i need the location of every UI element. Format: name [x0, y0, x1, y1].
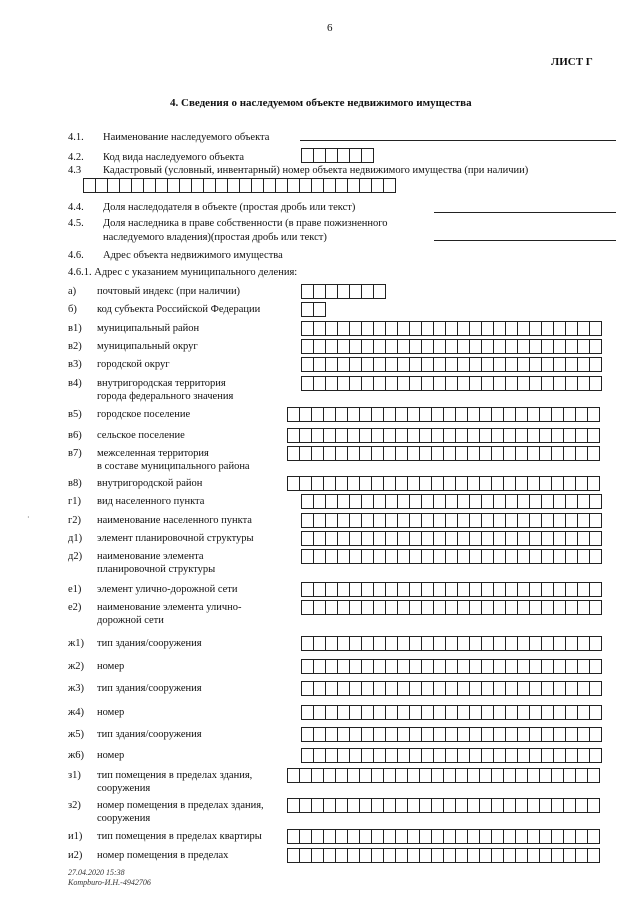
- address-row-cells[interactable]: [302, 321, 602, 336]
- address-heading: 4.6.1. Адрес с указанием муниципального деления:: [68, 267, 298, 278]
- input-cell[interactable]: [361, 148, 374, 163]
- input-cell[interactable]: [589, 705, 602, 720]
- address-row-code: б): [68, 304, 77, 315]
- address-row-cells[interactable]: [302, 513, 602, 528]
- address-row-cells[interactable]: [302, 549, 602, 564]
- item-label: Наименование наследуемого объекта: [103, 132, 270, 143]
- address-row-code: г1): [68, 496, 82, 507]
- address-row-cells[interactable]: [302, 582, 602, 597]
- address-row-cells[interactable]: [288, 407, 600, 422]
- item-label: Доля наследодателя в объекте (простая дробь или текст): [103, 202, 356, 213]
- item-number: 4.4.: [68, 202, 84, 213]
- address-row-cells[interactable]: [302, 531, 602, 546]
- address-row-label: номер: [97, 750, 125, 761]
- address-row-label: номер: [97, 707, 125, 718]
- address-row-cells[interactable]: [302, 339, 602, 354]
- input-cell[interactable]: [589, 582, 602, 597]
- input-cell[interactable]: [589, 531, 602, 546]
- address-row-cells[interactable]: [302, 494, 602, 509]
- address-row-cells[interactable]: [288, 848, 600, 863]
- address-row-label: тип здания/сооружения: [97, 638, 202, 649]
- address-row-code: в6): [68, 430, 82, 441]
- address-row-code: ж5): [68, 729, 85, 740]
- address-row-cells[interactable]: [302, 659, 602, 674]
- address-row-cells[interactable]: [288, 829, 600, 844]
- address-row-code: и2): [68, 850, 83, 861]
- cadastral-number-cells[interactable]: [84, 178, 396, 193]
- address-row-cells[interactable]: [302, 636, 602, 651]
- address-row-code: ж1): [68, 638, 85, 649]
- item-number: 4.3: [68, 165, 82, 176]
- input-cell[interactable]: [587, 446, 600, 461]
- address-row-code: е1): [68, 584, 82, 595]
- address-row-label: внутригородской район: [97, 478, 203, 489]
- address-row-label: вид населенного пункта: [97, 496, 205, 507]
- address-row-code: в7): [68, 448, 82, 459]
- address-row-label-cont: в составе муниципального района: [97, 461, 250, 472]
- print-id: Kompburo-И.Н.-4942706: [68, 878, 151, 887]
- address-row-cells[interactable]: [288, 798, 600, 813]
- address-row-cells[interactable]: [302, 284, 386, 299]
- input-cell[interactable]: [313, 302, 326, 317]
- address-row-code: в2): [68, 341, 82, 352]
- address-row-label: городской округ: [97, 359, 170, 370]
- input-cell[interactable]: [589, 494, 602, 509]
- address-row-code: г2): [68, 515, 82, 526]
- address-row-cells[interactable]: [288, 428, 600, 443]
- address-row-code: а): [68, 286, 77, 297]
- address-row-label: номер: [97, 661, 125, 672]
- input-cell[interactable]: [589, 636, 602, 651]
- input-cell[interactable]: [587, 428, 600, 443]
- address-row-code: в5): [68, 409, 82, 420]
- input-cell[interactable]: [587, 476, 600, 491]
- section-title: 4. Сведения о наследуемом объекте недвижимого имущества: [170, 97, 472, 109]
- input-cell[interactable]: [589, 376, 602, 391]
- address-row-code: д1): [68, 533, 83, 544]
- address-row-code: е2): [68, 602, 82, 613]
- input-cell[interactable]: [589, 600, 602, 615]
- address-row-code: в8): [68, 478, 82, 489]
- address-row-label: наименование населенного пункта: [97, 515, 252, 526]
- object-type-code-cells[interactable]: [302, 148, 374, 163]
- address-row-label: муниципальный район: [97, 323, 200, 334]
- address-row-cells[interactable]: [288, 476, 600, 491]
- address-row-code: ж4): [68, 707, 85, 718]
- item-number: 4.2.: [68, 152, 84, 163]
- address-row-code: з1): [68, 770, 81, 781]
- address-row-cells[interactable]: [302, 748, 602, 763]
- address-row-label-cont: города федерального значения: [97, 391, 234, 402]
- address-row-label: внутригородская территория: [97, 378, 226, 389]
- margin-mark: ·: [27, 513, 30, 522]
- item-label: Доля наследника в праве собственности (в праве пожизненного: [103, 218, 388, 229]
- page-number: 6: [327, 22, 333, 34]
- address-row-label: номер помещения в пределах: [97, 850, 229, 861]
- item-label-cont: наследуемого владения)(простая дробь или текст): [103, 232, 327, 243]
- sheet-label: ЛИСТ Г: [551, 56, 593, 68]
- address-row-cells[interactable]: [302, 302, 326, 317]
- input-cell[interactable]: [589, 549, 602, 564]
- address-row-code: ж2): [68, 661, 85, 672]
- address-row-label: тип помещения в пределах здания,: [97, 770, 253, 781]
- address-row-label-cont: сооружения: [97, 813, 151, 824]
- item-label: Код вида наследуемого объекта: [103, 152, 244, 163]
- address-row-code: ж6): [68, 750, 85, 761]
- address-row-label: тип здания/сооружения: [97, 729, 202, 740]
- address-row-code: в3): [68, 359, 82, 370]
- address-row-label: межселенная территория: [97, 448, 209, 459]
- input-cell[interactable]: [589, 681, 602, 696]
- heir-share-line[interactable]: [434, 240, 616, 241]
- input-cell[interactable]: [587, 407, 600, 422]
- address-row-code: д2): [68, 551, 83, 562]
- input-cell[interactable]: [589, 357, 602, 372]
- print-timestamp: 27.04.2020 15:38: [68, 868, 125, 877]
- address-row-cells[interactable]: [302, 727, 602, 742]
- address-row-label-cont: планировочной структуры: [97, 564, 216, 575]
- input-cell[interactable]: [589, 339, 602, 354]
- address-row-label: городское поселение: [97, 409, 191, 420]
- item-number: 4.6.: [68, 250, 84, 261]
- item-label: Кадастровый (условный, инвентарный) номер объекта недвижимого имущества (при наличии): [103, 165, 529, 176]
- address-row-label-cont: дорожной сети: [97, 615, 164, 626]
- address-row-cells[interactable]: [302, 376, 602, 391]
- input-cell[interactable]: [587, 768, 600, 783]
- input-cell[interactable]: [587, 848, 600, 863]
- input-cell[interactable]: [589, 748, 602, 763]
- address-row-label-cont: сооружения: [97, 783, 151, 794]
- address-row-cells[interactable]: [302, 681, 602, 696]
- address-row-label: элемент улично-дорожной сети: [97, 584, 238, 595]
- input-cell[interactable]: [589, 727, 602, 742]
- address-row-label: номер помещения в пределах здания,: [97, 800, 264, 811]
- address-row-label: муниципальный округ: [97, 341, 198, 352]
- address-row-cells[interactable]: [288, 768, 600, 783]
- address-row-code: в4): [68, 378, 82, 389]
- input-cell[interactable]: [373, 284, 386, 299]
- testator-share-line[interactable]: [434, 212, 616, 213]
- address-row-label: код субъекта Российской Федерации: [97, 304, 261, 315]
- address-row-label: сельское поселение: [97, 430, 185, 441]
- address-row-label: наименование элемента улично-: [97, 602, 242, 613]
- address-row-label: элемент планировочной структуры: [97, 533, 254, 544]
- address-row-cells[interactable]: [302, 600, 602, 615]
- input-cell[interactable]: [587, 798, 600, 813]
- address-row-label: тип здания/сооружения: [97, 683, 202, 694]
- input-cell[interactable]: [587, 829, 600, 844]
- address-row-code: и1): [68, 831, 83, 842]
- item-number: 4.1.: [68, 132, 84, 143]
- address-row-cells[interactable]: [302, 705, 602, 720]
- address-row-label: почтовый индекс (при наличии): [97, 286, 241, 297]
- address-row-label: тип помещения в пределах квартиры: [97, 831, 262, 842]
- address-row-cells[interactable]: [288, 446, 600, 461]
- address-row-code: з2): [68, 800, 81, 811]
- input-cell[interactable]: [589, 513, 602, 528]
- input-cell[interactable]: [589, 659, 602, 674]
- item-label: Адрес объекта недвижимого имущества: [103, 250, 283, 261]
- object-name-line[interactable]: [300, 140, 616, 141]
- input-cell[interactable]: [589, 321, 602, 336]
- address-row-label: наименование элемента: [97, 551, 204, 562]
- address-row-code: ж3): [68, 683, 85, 694]
- address-row-code: в1): [68, 323, 82, 334]
- input-cell[interactable]: [383, 178, 396, 193]
- item-number: 4.5.: [68, 218, 84, 229]
- address-row-cells[interactable]: [302, 357, 602, 372]
